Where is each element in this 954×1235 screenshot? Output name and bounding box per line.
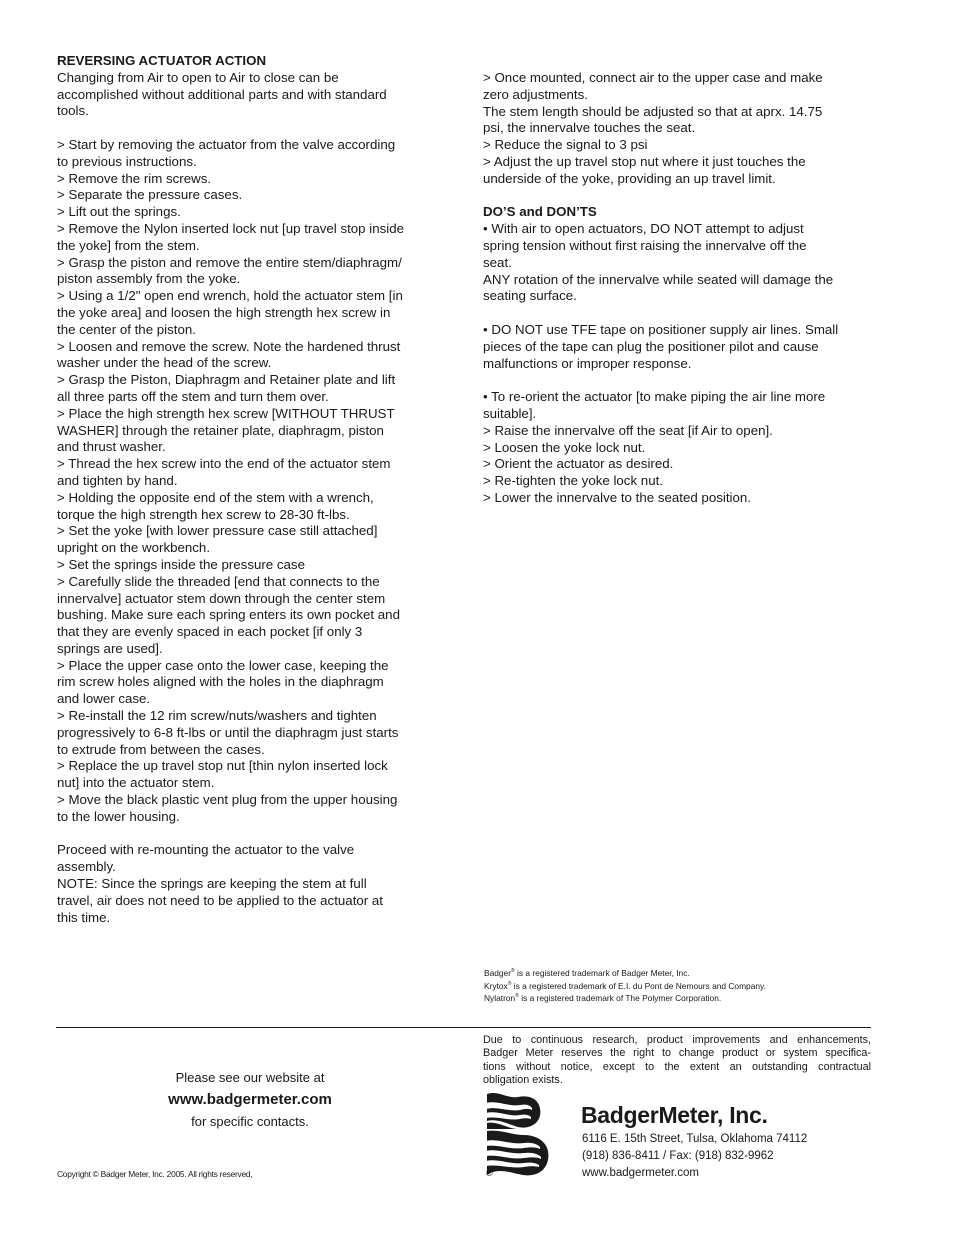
text-line: > Carefully slide the threaded [end that connects to the (57, 573, 380, 589)
text-line: > Start by removing the actuator from the valve according (57, 136, 396, 152)
text-line: bushing. Make sure each spring enters its own pocket and (57, 607, 400, 623)
text-line: > Loosen the yoke lock nut. (483, 439, 646, 455)
text-line: pieces of the tape can plug the positioner pilot and cause (483, 338, 819, 354)
text-line: progressively to 6-8 ft-lbs or until the diaphragm just starts (57, 724, 399, 740)
text-line: innervalve] actuator stem down through the center stem (57, 590, 386, 606)
trademark-text: is a registered trademark of Badger Meter, Inc. (514, 968, 690, 978)
text-line: > Place the upper case onto the lower case, keeping the (57, 657, 389, 673)
text-line: rim screw holes aligned with the holes in the diaphragm (57, 674, 384, 690)
text-line: NOTE: Since the springs are keeping the stem at full (57, 876, 367, 892)
copyright-text: Copyright © Badger Meter, Inc. 2005. All rights reserved, (57, 1169, 253, 1179)
text-line: accomplished without additional parts and with standard (57, 86, 387, 102)
text-line: > Remove the rim screws. (57, 170, 212, 186)
text-line: Proceed with re-mounting the actuator to the valve (57, 842, 355, 858)
text-line: the center of the piston. (57, 321, 196, 337)
text-line: > Grasp the piston and remove the entire stem/diaphragm/ (57, 254, 402, 270)
text-line: nut] into the actuator stem. (57, 775, 215, 791)
disclaimer-line: Badger Meter reserves the right to change product or system specifica- (483, 1047, 871, 1060)
text-line: piston assembly from the yoke. (57, 271, 241, 287)
text-line: • With air to open actuators, DO NOT attempt to adjust (483, 221, 804, 237)
text-line: Changing from Air to open to Air to close can be (57, 69, 339, 85)
disclaimer-line: obligation exists. (483, 1074, 563, 1087)
text-line: that they are evenly spaced in each pocket [if only 3 (57, 624, 363, 640)
company-phone: (918) 836-8411 / Fax: (918) 832-9962 (582, 1150, 774, 1162)
paragraph-gap (483, 305, 871, 322)
text-line: > Set the springs inside the pressure case (57, 556, 305, 572)
text-line: > Raise the innervalve off the seat [if Air to open]. (483, 422, 773, 438)
text-line: > Lower the innervalve to the seated position. (483, 489, 751, 505)
text-line: seat. (483, 254, 512, 270)
trademark-line (484, 992, 766, 1005)
text-line: springs are used]. (57, 640, 163, 656)
text-line: and lower case. (57, 691, 151, 707)
text-line: > Using a 1/2" open end wrench, hold the actuator stem [in (57, 288, 403, 304)
company-address: 6116 E. 15th Street, Tulsa, Oklahoma 74112 (582, 1133, 808, 1145)
text-line: • DO NOT use TFE tape on positioner supply air lines. Small (483, 321, 839, 337)
left-body (57, 70, 442, 927)
text-line: > Once mounted, connect air to the upper case and make (483, 70, 823, 85)
right-body-top (483, 70, 871, 188)
paragraph-gap (57, 120, 442, 137)
text-line: and thrust washer. (57, 439, 166, 455)
company-contact (582, 1131, 807, 1182)
disclaimer-line: Due to continuous research, product improvements and enhancements, (483, 1034, 871, 1046)
text-line: > Set the yoke [with lower pressure case still attached] (57, 523, 378, 539)
text-line: this time. (57, 909, 111, 925)
text-line: > Separate the pressure cases. (57, 187, 243, 203)
text-line: torque the high strength hex screw to 28-30 ft-lbs. (57, 506, 350, 522)
right-body-bottom (483, 221, 871, 507)
text-line: underside of the yoke, providing an up travel limit. (483, 170, 776, 186)
trademark-text: is a registered trademark of E.I. du Pont de Nemours and Company. (511, 980, 766, 991)
trademark-line (484, 967, 766, 980)
registered-mark: ® (507, 980, 512, 987)
text-line: > Place the high strength hex screw [WITHOUT THRUST (57, 405, 395, 421)
text-line: travel, air does not need to be applied to the actuator at (57, 892, 383, 908)
disclaimer (483, 1034, 871, 1088)
trademark-line (484, 980, 766, 993)
trademark-name: Badger (484, 968, 512, 978)
text-line: > Grasp the Piston, Diaphragm and Retainer plate and lift (57, 372, 396, 388)
text-line: spring tension without first raising the innervalve off the (483, 237, 807, 253)
text-line: the yoke area] and loosen the high strength hex screw in (57, 304, 391, 320)
text-line: The stem length should be adjusted so that at aprx. 14.75 (483, 103, 823, 119)
section-heading-dos-donts: DO’S and DON’TS (483, 204, 597, 220)
website-outro: for specific contacts. (191, 1114, 309, 1129)
text-line: zero adjustments. (483, 86, 588, 102)
footer-divider (56, 1027, 871, 1028)
text-line: upright on the workbench. (57, 540, 211, 556)
badger-meter-logo-icon (484, 1091, 550, 1178)
trademark-name: Nylatron (484, 993, 516, 1004)
paragraph-gap (57, 826, 442, 843)
text-line: > Lift out the springs. (57, 204, 181, 220)
text-line: to extrude from between the cases. (57, 741, 265, 757)
left-column (57, 53, 442, 926)
text-line: > Replace the up travel stop nut [thin nylon inserted lock (57, 758, 388, 774)
company-name: BadgerMeter, Inc. (581, 1102, 768, 1128)
trademark-notices (484, 967, 766, 1005)
text-line: the yoke] from the stem. (57, 237, 200, 253)
registered-mark: ® (511, 968, 515, 975)
text-line: > Move the black plastic vent plug from the upper housing (57, 792, 398, 808)
text-line: tools. (57, 103, 89, 119)
text-line: seating surface. (483, 288, 577, 304)
text-line: > Loosen and remove the screw. Note the hardened thrust (57, 338, 401, 354)
text-line: psi, the innervalve touches the seat. (483, 120, 696, 136)
text-line: all three parts off the stem and turn them over. (57, 388, 329, 404)
text-line: WASHER] through the retainer plate, diaphragm, piston (57, 422, 384, 438)
company-web[interactable]: www.badgermeter.com (582, 1167, 699, 1179)
text-line: to previous instructions. (57, 153, 197, 169)
disclaimer-line: tions without notice, except to the extent an outstanding contractual (483, 1060, 871, 1073)
text-line: and tighten by hand. (57, 472, 178, 488)
registered-mark: ® (515, 993, 519, 1000)
trademark-name: Krytox (484, 980, 508, 991)
right-column (483, 70, 871, 507)
text-line: suitable]. (483, 405, 537, 421)
text-line: > Orient the actuator as desired. (483, 456, 674, 472)
text-line: > Re-tighten the yoke lock nut. (483, 473, 663, 489)
text-line: assembly. (57, 859, 116, 875)
text-line: ANY rotation of the innervalve while seated will damage the (483, 271, 834, 287)
paragraph-gap (483, 372, 871, 389)
text-line: > Re-install the 12 rim screw/nuts/washers and tighten (57, 708, 377, 724)
section-heading-reversing: REVERSING ACTUATOR ACTION (57, 53, 267, 68)
website-link[interactable]: www.badgermeter.com (168, 1091, 332, 1108)
website-intro: Please see our website at (175, 1070, 325, 1085)
text-line: > Thread the hex screw into the end of the actuator stem (57, 456, 391, 472)
registered-mark: ® (486, 1168, 493, 1178)
text-line: > Reduce the signal to 3 psi (483, 137, 648, 153)
text-line: to the lower housing. (57, 808, 180, 824)
website-block (100, 1068, 400, 1132)
text-line: > Remove the Nylon inserted lock nut [up travel stop inside (57, 220, 405, 236)
text-line: • To re-orient the actuator [to make piping the air line more (483, 389, 826, 405)
text-line: > Adjust the up travel stop nut where it just touches the (483, 153, 806, 169)
text-line: > Holding the opposite end of the stem with a wrench, (57, 489, 374, 505)
text-line: malfunctions or improper response. (483, 355, 692, 371)
text-line: washer under the head of the screw. (57, 355, 272, 371)
trademark-text: is a registered trademark of The Polymer Corporation. (518, 993, 722, 1004)
